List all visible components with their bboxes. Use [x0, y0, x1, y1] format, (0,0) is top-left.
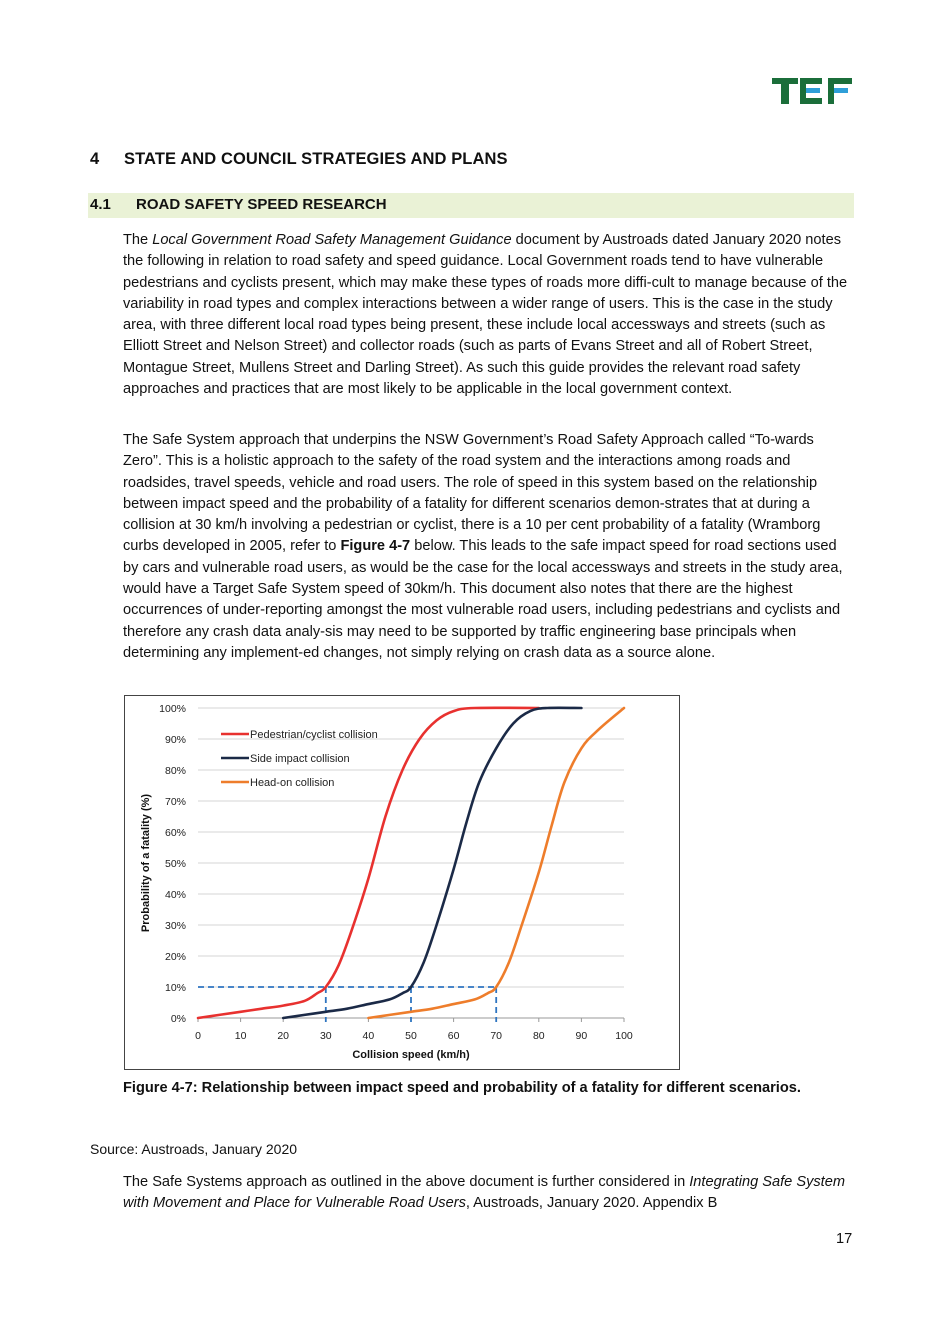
- y-tick-label: 50%: [164, 858, 186, 870]
- doc-title-guidance: Local Government Road Safety Management Guidance: [152, 232, 512, 248]
- paragraph-guidance: The Local Government Road Safety Management Guidance document by Austroads dated January 2020 notes the following in relation to road safety and speed guidance. Local Government roads tend to have vulnerable pedestrians and cyclists present, which may make these types of roads more diffi-cult to manage because of the variability in road types and complex interactions between a wider range of users. This is the case in the study area, with three different local road types being present, these include local accessways and streets (such as Elliott Street and Nelson Street) and collector roads (such as parts of Evans Street and all of Robert Street, Montague Street, Mullens Street and Darling Street). As such this guide provides the relevant road safety approaches and practices that are most likely to be applicable in the local government context.: [123, 232, 848, 398]
- subsection-number: 4.1: [90, 196, 111, 213]
- y-tick-label: 60%: [164, 827, 186, 839]
- y-tick-label: 0%: [170, 1013, 186, 1025]
- legend-label-0: Pedestrian/cyclist collision: [250, 729, 378, 741]
- page-number: 17: [836, 1231, 853, 1247]
- x-tick-label: 10: [234, 1030, 247, 1042]
- y-tick-label: 20%: [164, 951, 186, 963]
- x-tick-label: 100: [615, 1030, 633, 1042]
- subsection-title: ROAD SAFETY SPEED RESEARCH: [136, 196, 387, 213]
- figure-source: Source: Austroads, January 2020: [90, 1141, 298, 1157]
- fatality-probability-chart: [125, 696, 679, 1069]
- section-title: STATE AND COUNCIL STRATEGIES AND PLANS: [124, 150, 508, 168]
- y-tick-label: 80%: [164, 765, 186, 777]
- x-tick-label: 20: [277, 1030, 290, 1042]
- x-tick-label: 70: [490, 1030, 503, 1042]
- subsection-heading: [90, 196, 387, 213]
- paragraph-integrating: The Safe Systems approach as outlined in the above document is further considered in Integrating Safe System with Movement and Place for Vulnerable Road Users, Austroads, January 2020. Appendix B: [123, 1174, 845, 1212]
- y-tick-label: 40%: [164, 889, 186, 901]
- figure-chart: [124, 695, 680, 1070]
- legend-label-1: Side impact collision: [250, 753, 350, 765]
- x-tick-label: 60: [447, 1030, 460, 1042]
- y-tick-label: 70%: [164, 796, 186, 808]
- x-tick-label: 90: [575, 1030, 588, 1042]
- x-axis-title: Collision speed (km/h): [352, 1049, 470, 1061]
- legend-label-2: Head-on collision: [250, 777, 335, 789]
- y-tick-label: 90%: [164, 734, 186, 746]
- paragraph-safe-system: The Safe System approach that underpins the NSW Government’s Road Safety Approach called “To-wards Zero”. This is a holistic approach to the safety of the road system and the interactions among roads and roadsides, travel speeds, vehicle and road users. The role of speed in this system based on the relationship between impact speed and the probability of a fatality for different scenarios demon-strates that at during a collision at 30 km/h involving a pedestrian or cyclist, there is a 10 per cent probability of a fatality (Wramborg curbs developed in 2005, refer to Figure 4-7 below. This leads to the safe impact speed for road sections used by cars and vulnerable road users, as would be the case for the local accessways and streets in the study area, would have a Target Safe System speed of 30km/h. This document also notes that there are the highest occurrences of under-reporting amongst the most vulnerable road users, including pedestrians and cyclists and therefore any crash data analy-sis may need to be supported by traffic engineering base principals when determining any implement-ed changes, not simply relying on crash data as a source alone.: [123, 432, 843, 661]
- x-tick-label: 30: [319, 1030, 332, 1042]
- tef-logo: [772, 76, 854, 106]
- figure-reference: Figure 4-7: [340, 538, 411, 555]
- y-tick-label: 30%: [164, 920, 186, 932]
- x-tick-label: 40: [362, 1030, 375, 1042]
- section-number: 4: [90, 150, 100, 168]
- section-heading: [90, 150, 508, 169]
- y-tick-label: 100%: [159, 703, 186, 715]
- figure-caption: Figure 4-7: Relationship between impact speed and probability of a fatality for different scenarios.: [123, 1080, 801, 1096]
- y-tick-label: 10%: [164, 982, 186, 994]
- x-tick-label: 50: [405, 1030, 417, 1042]
- x-tick-label: 0: [195, 1030, 201, 1042]
- doc-title-integrating: Integrating Safe System with Movement and Place for Vulnerable Road Users: [123, 1174, 845, 1212]
- x-tick-label: 80: [532, 1030, 545, 1042]
- y-axis-title: Probability of a fatality (%): [140, 793, 152, 933]
